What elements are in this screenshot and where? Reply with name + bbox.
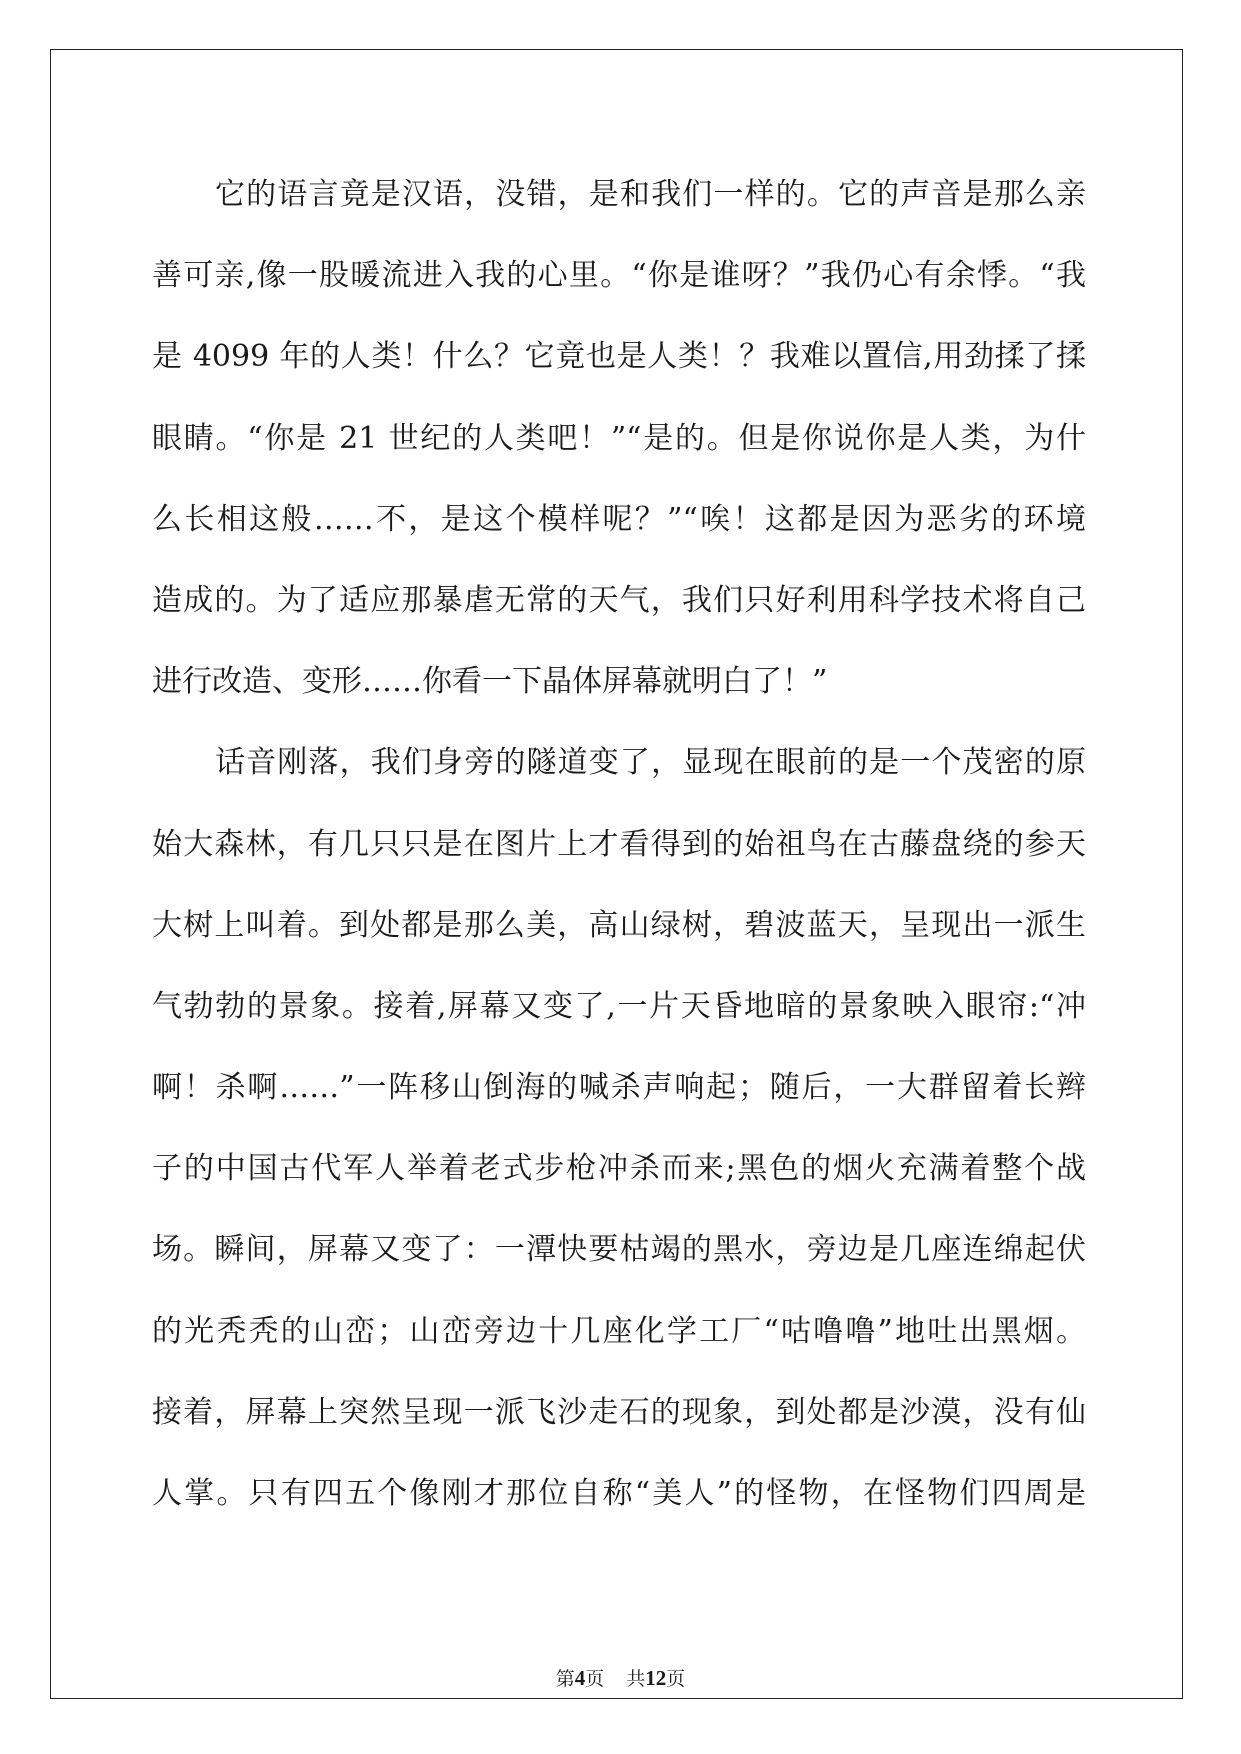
page-suffix: 页	[585, 1668, 605, 1690]
total-prefix: 共	[626, 1668, 646, 1690]
text-line: 场。瞬间，屏幕又变了：一潭快要枯竭的黑水，旁边是几座连绵起伏	[152, 1232, 1086, 1268]
document-body	[152, 154, 1086, 1534]
page-prefix: 第	[555, 1668, 575, 1690]
text-line: 人掌。只有四五个像刚才那位自称“美人”的怪物，在怪物们四周是	[152, 1476, 1086, 1511]
page-current: 4	[574, 1666, 586, 1690]
page-total: 12	[645, 1666, 667, 1690]
text-line: 大树上叫着。到处都是那么美，高山绿树，碧波蓝天，呈现出一派生	[152, 907, 1086, 943]
text-line: 它的语言竟是汉语，没错，是和我们一样的。它的声音是那么亲	[215, 177, 1086, 212]
text-line: 啊！杀啊……”一阵移山倒海的喊杀声响起；随后，一大群留着长辫	[152, 1070, 1086, 1106]
text-line: 眼睛。“你是 21 世纪的人类吧！”“是的。但是你说你是人类，为什	[152, 420, 1086, 456]
text-line: 的光秃秃的山峦；山峦旁边十几座化学工厂“咕噜噜”地吐出黑烟。	[152, 1313, 1086, 1349]
page-footer	[0, 1664, 1241, 1691]
text-line: 气勃勃的景象。接着,屏幕又变了,一片天昏地暗的景象映入眼帘:“冲	[152, 988, 1086, 1024]
text-line: 话音刚落，我们身旁的隧道变了，显现在眼前的是一个茂密的原	[215, 745, 1086, 781]
text-line: 始大森林，有几只只是在图片上才看得到的始祖鸟在古藤盘绕的参天	[152, 826, 1086, 862]
text-line: 么长相这般……不，是这个模样呢？”“唉！这都是因为恶劣的环境	[152, 501, 1086, 537]
text-line: 造成的。为了适应那暴虐无常的天气，我们只好利用科学技术将自己	[152, 582, 1086, 618]
text-line: 善可亲,像一股暖流进入我的心里。“你是谁呀？”我仍心有余悸。“我	[152, 258, 1086, 294]
text-line: 接着，屏幕上突然呈现一派飞沙走石的现象，到处都是沙漠，没有仙	[152, 1394, 1086, 1430]
text-line: 是 4099 年的人类！什么？它竟也是人类！？我难以置信,用劲揉了揉	[152, 339, 1086, 375]
text-line: 进行改造、变形……你看一下晶体屏幕就明白了！”	[152, 664, 828, 700]
total-suffix: 页	[666, 1668, 686, 1690]
text-line: 子的中国古代军人举着老式步枪冲杀而来;黑色的烟火充满着整个战	[152, 1151, 1086, 1187]
